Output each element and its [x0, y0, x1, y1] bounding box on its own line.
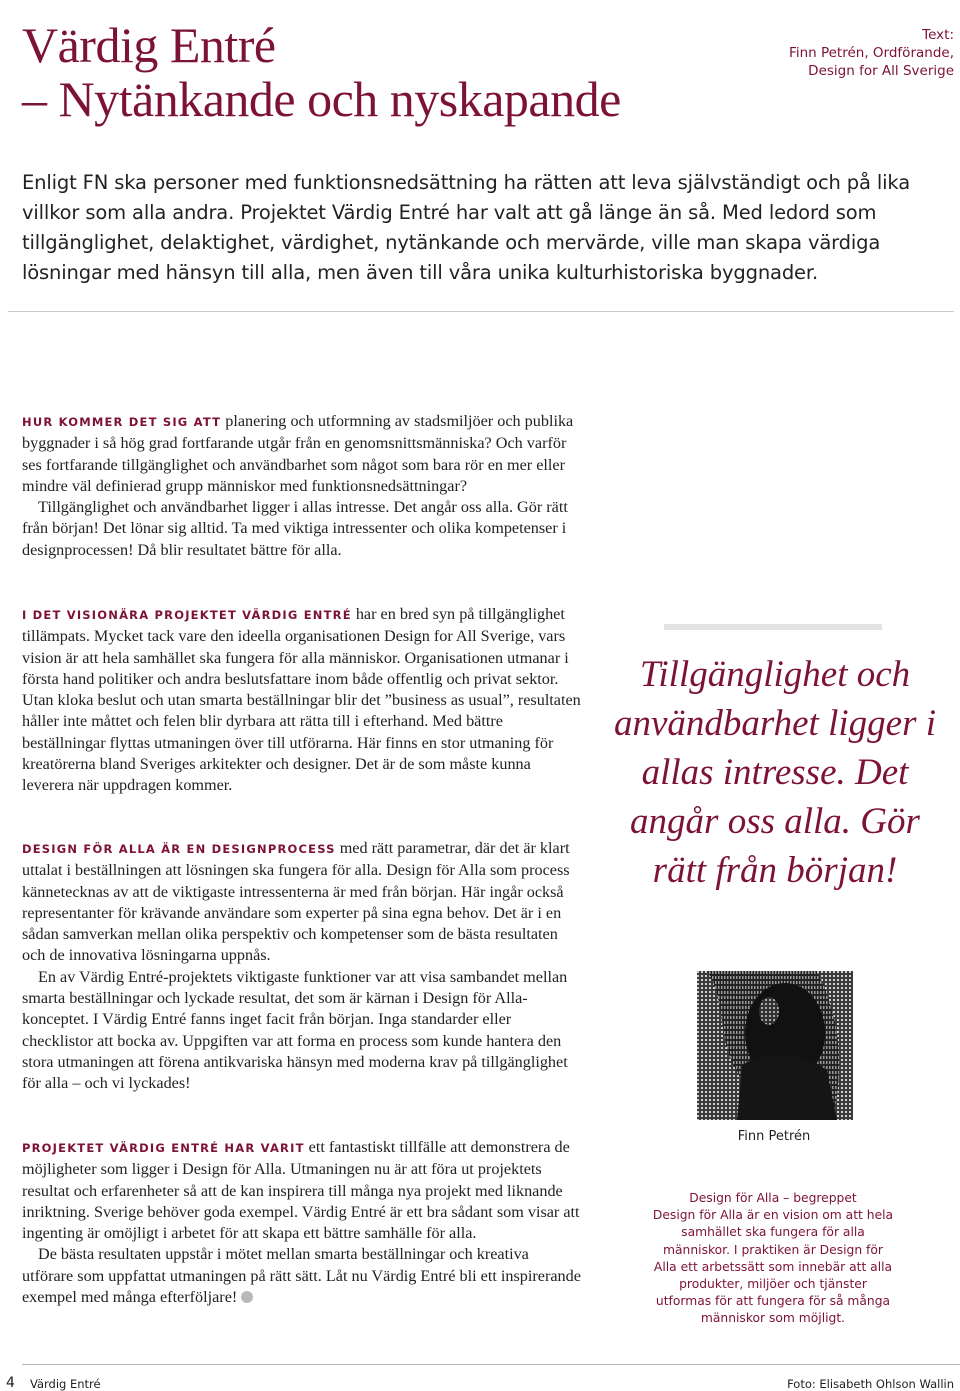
section-4-text-2: De bästa resultaten uppstår i mötet mellan smarta beställningar och kreativa utförare som uppfattat utmaningen på rätt sätt. Låt nu Värdig Entré bli ett inspirerande exempel med många efterföljare!: [22, 1245, 581, 1307]
author-credit: [694, 26, 954, 80]
section-2-text-1: har en bred syn på tillgänglighet tillämpats. Mycket tack vare den ideella organisationen Design for All Sverige, vars vision är att hela samhället ska fungera för alla människor. Organisationen utmanar i första hand politiker och andra beslutsfattare inom både offentlig och privat sektor. Utan kloka beslut och utan smarta beställningar blir det ”business as usual”, resultaten håller inte måttet och felen blir dyrbara att rätta till i efterhand. Med bättre beställningar flyttas utmaningen över till utförarna. Här finns en stor utmaning för kreatörerna bland Sveriges arkitekter och designer. Det är de som måste kunna leverera när uppdragen kommer.: [22, 605, 581, 795]
section-2-paragraph-1: [22, 604, 582, 797]
section-2: [22, 604, 582, 797]
section-2-lead: I DET VISIONÄRA PROJEKTET VÄRDIG ENTRÉ: [22, 608, 352, 622]
page-number: 4: [6, 1375, 15, 1391]
section-3-paragraph-2: En av Värdig Entré-projektets viktigaste funktioner var att visa sambandet mellan smarta beställningar och lyckade resultat, det som är kärnan i Design för Alla-konceptet. I Värdig Entré fanns inget facit från början. Inga standarder eller checklistor att bocka av. Uppgiften var att forma en process som kunde hantera den stora utmaningen att förena antikvariska hänsyn med moderna krav på tillgänglighet för alla – och vi lyckades!: [22, 967, 568, 1093]
section-1-paragraph-2: Tillgänglighet och användbarhet ligger i allas intresse. Det angår oss alla. Gör rätt från början! Det lönar sig alltid. Ta med viktiga intressenter och olika kompetenser i designprocessen! Då blir resultatet bättre för alla.: [22, 498, 568, 559]
credit-name: Finn Petrén, Ordförande,: [789, 45, 954, 61]
portrait-caption: Finn Petrén: [737, 1129, 811, 1144]
section-1-paragraph-1: [22, 411, 582, 497]
divider-bottom: [22, 1364, 960, 1365]
section-4-paragraph-1: [22, 1137, 582, 1244]
credit-label: Text:: [922, 27, 954, 43]
section-3-text-1: med rätt parametrar, där det är klart uttalat i beställningen att lösningen ska fungera för alla. Design för Alla som process kännetecknas av att de viktigaste intressenterna är med från början. Här ingår också representanter för krävande användare som experter på sina egna behov. Det är i en sådan samverkan mellan olika perspektiv och kompetenser som de bästa resultaten och de innovativa lösningarna uppnås.: [22, 839, 570, 965]
section-3-paragraph-1: [22, 838, 582, 967]
section-4-text-1: ett fantastiskt tillfälle att demonstrera de möjligheter som ligger i Design för Alla. Utmaningen nu är att föra ut projektets resultat och erfarenheter så att de kan inspirera till många nya projekt med liknande inriktning. Sverige behöver goda exempel. Värdig Entré är ett bra sådant som visar att ingenting är omöjligt i arbetet för att skapa ett bättre samhälle för alla.: [22, 1138, 580, 1243]
credit-organization: Design for All Sverige: [808, 63, 954, 79]
title-line-1: Värdig Entré: [22, 17, 276, 73]
portrait-image-icon: [697, 971, 853, 1120]
section-1-text-1: planering och utformning av stadsmiljöer och publika byggnader i så hög grad fortfarande utgår från en genomsnittsmänniska? Och varför ses fortfarande tillgänglighet och användbarhet som något som bara rör en mer eller mindre väl definierad grupp människor med funktionsnedsättningar?: [22, 412, 574, 495]
title-line-2: – Nytänkande och nyskapande: [22, 71, 621, 127]
pullquote: Tillgänglighet och användbarhet ligger i allas intresse. Det angår oss alla. Gör rätt från början!: [613, 654, 936, 891]
fact-box-title: Design för Alla – begreppet: [689, 1191, 857, 1205]
fact-box-text: Design för Alla är en vision om att hela samhället ska fungera för alla människor. I praktiken är Design för Alla ett arbetssätt som innebär att alla produkter, miljöer och tjänster utformas för att fungera för så många människor som möjligt.: [652, 1208, 894, 1326]
fact-box: [650, 1190, 896, 1328]
photo-credit: Foto: Elisabeth Ohlson Wallin: [787, 1377, 954, 1391]
page-title: [22, 18, 742, 126]
footer-label: Värdig Entré: [30, 1377, 101, 1391]
section-1-lead: HUR KOMMER DET SIG ATT: [22, 415, 222, 429]
pullquote-bar: [664, 624, 882, 630]
section-4-paragraph-2: [22, 1244, 582, 1308]
divider-top: [8, 311, 954, 312]
section-3: [22, 838, 582, 1095]
section-4-lead: PROJEKTET VÄRDIG ENTRÉ HAR VARIT: [22, 1141, 305, 1155]
section-4: [22, 1137, 582, 1308]
ingress-paragraph: Enligt FN ska personer med funktionsnedsättning ha rätten att leva självständigt och på lika villkor som alla andra. Projektet Värdig Entré har valt att gå länge än så. Med ledord som tillgänglighet, delaktighet, värdighet, nytänkande och mervärde, ville man skapa värdiga lösningar med hänsyn till alla, men även till våra unika kulturhistoriska byggnader.: [22, 171, 910, 284]
section-3-lead: DESIGN FÖR ALLA ÄR EN DESIGNPROCESS: [22, 842, 336, 856]
portrait-photo: [697, 971, 853, 1120]
end-mark-icon: [241, 1291, 253, 1303]
section-1: [22, 411, 582, 561]
